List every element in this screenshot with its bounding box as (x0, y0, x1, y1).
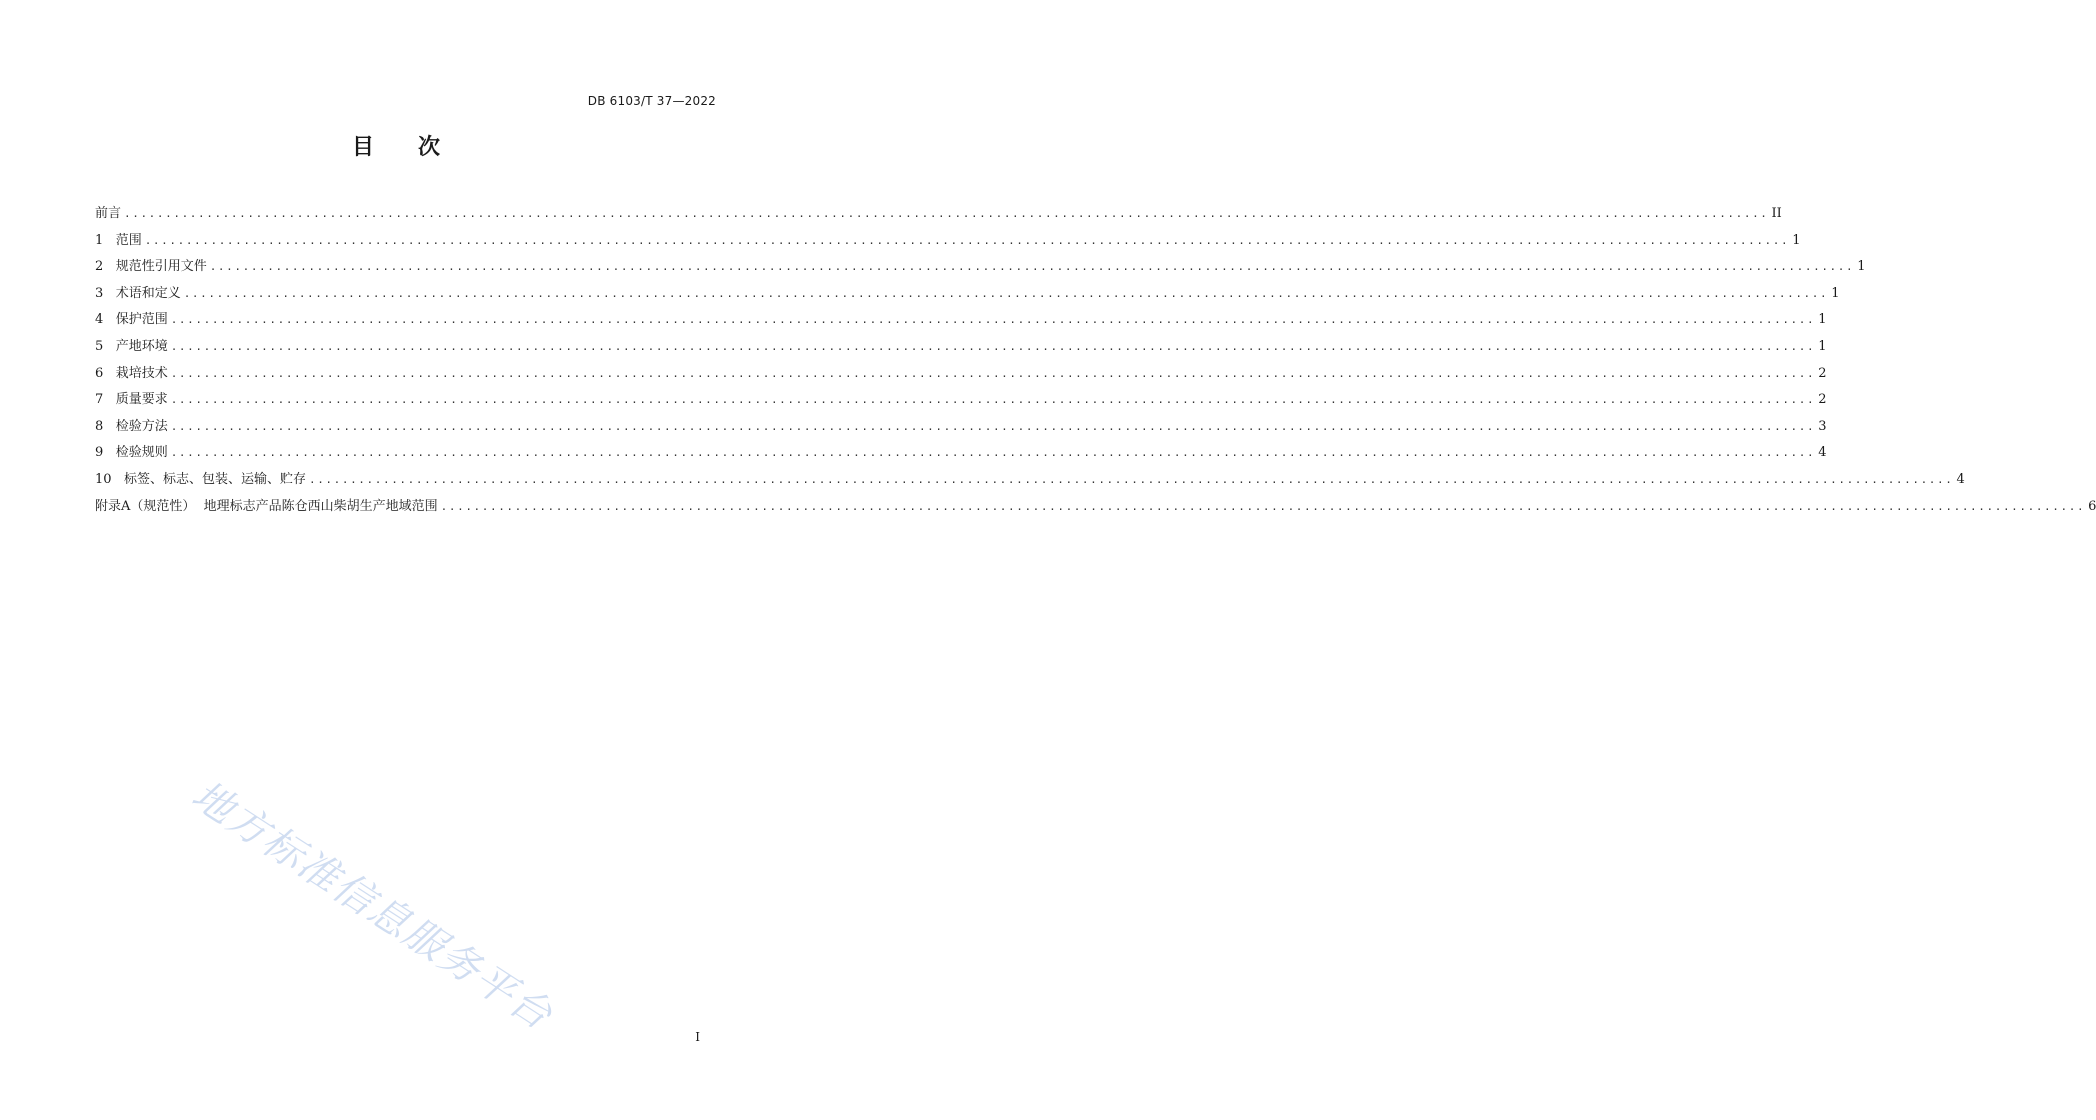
toc-entry-label: 术语和定义 (115, 285, 181, 301)
toc-entry-number: 3 (95, 285, 104, 301)
toc-entry-page: II (1771, 206, 1782, 221)
toc-entry-page: 2 (1818, 365, 1827, 381)
toc-entry-8[interactable] (95, 414, 1827, 441)
toc-entry-4[interactable] (95, 307, 1827, 334)
toc-entry-page: 1 (1792, 232, 1801, 248)
toc-entry-number: 5 (95, 338, 104, 354)
toc-title-part2: 次 (418, 135, 441, 160)
toc-entry-label: 质量要求 (115, 392, 168, 408)
table-of-contents (95, 201, 2096, 520)
toc-entry-label: 规范性引用文件 (115, 259, 207, 275)
toc-entry-3[interactable] (95, 281, 1840, 308)
toc-leader-dots: ........................................................................................................................................................................................................ (170, 393, 1816, 407)
toc-entry-label: 范围 (115, 232, 142, 248)
toc-entry-number: 8 (95, 418, 104, 434)
toc-leader-dots: ........................................................................................................................................................................................................ (144, 233, 1790, 247)
page-number: I (695, 1030, 700, 1044)
toc-entry-number: 6 (95, 365, 104, 381)
toc-entry-page: 4 (1956, 471, 1965, 487)
toc-leader-dots: ........................................................................................................................................................................................................ (170, 366, 1816, 380)
toc-entry-label: 产地环境 (115, 338, 168, 354)
toc-entry-9[interactable] (95, 440, 1827, 467)
toc-entry-page: 1 (1818, 312, 1827, 328)
toc-entry-10[interactable] (95, 467, 1965, 494)
toc-leader-dots: ........................................................................................................................................................................................................ (124, 207, 1769, 220)
toc-entry-7[interactable] (95, 387, 1827, 414)
toc-entry-label: 保护范围 (115, 312, 168, 328)
toc-entry-page: 1 (1831, 285, 1840, 301)
toc-entry-number: 9 (95, 445, 104, 461)
toc-entry-label: 栽培技术 (115, 365, 168, 381)
toc-entry-page: 6 (2088, 498, 2096, 514)
toc-leader-dots: ........................................................................................................................................................................................................ (183, 286, 1829, 300)
toc-entry-label: 前言 (95, 206, 122, 221)
toc-title (0, 130, 792, 161)
toc-entry-label: 附录A（规范性） 地理标志产品陈仓西山柴胡生产地域范围 (95, 498, 438, 514)
toc-entry-number: 4 (95, 312, 104, 328)
toc-entry-1[interactable] (95, 228, 1801, 255)
toc-leader-dots: ........................................................................................................................................................................................................ (209, 260, 1855, 274)
toc-entry-number: 2 (95, 259, 104, 275)
toc-entry-page: 1 (1818, 338, 1827, 354)
toc-entry-5[interactable] (95, 334, 1827, 361)
toc-leader-dots: ........................................................................................................................................................................................................ (170, 339, 1816, 353)
toc-leader-dots: ........................................................................................................................................................................................................ (170, 313, 1816, 327)
toc-entry-number: 10 (95, 471, 112, 487)
toc-entry-label: 标签、标志、包装、运输、贮存 (123, 471, 306, 487)
toc-entry-label: 检验规则 (115, 445, 168, 461)
toc-entry-2[interactable] (95, 254, 1866, 281)
toc-entry-page: 3 (1818, 418, 1827, 434)
toc-entry-6[interactable] (95, 361, 1827, 388)
toc-leader-dots: ........................................................................................................................................................................................................ (170, 446, 1816, 460)
document-code: DB 6103/T 37—2022 (587, 94, 716, 108)
toc-entry-page: 2 (1818, 392, 1827, 408)
toc-leader-dots: ........................................................................................................................................................................................................ (170, 419, 1816, 433)
toc-entry-number: 7 (95, 392, 104, 408)
watermark: 地方标准信息服务平台 (183, 772, 561, 1040)
toc-entry-annex-a[interactable] (95, 494, 2096, 521)
toc-title-part1: 目 (351, 135, 374, 160)
toc-leader-dots: ........................................................................................................................................................................................................ (440, 499, 2086, 513)
toc-entry-page: 1 (1857, 259, 1866, 275)
toc-entry-label: 检验方法 (115, 418, 168, 434)
toc-entry-number: 1 (95, 232, 104, 248)
toc-leader-dots: ........................................................................................................................................................................................................ (308, 472, 1954, 486)
toc-entry-foreword[interactable] (95, 201, 1782, 228)
toc-entry-page: 4 (1818, 445, 1827, 461)
